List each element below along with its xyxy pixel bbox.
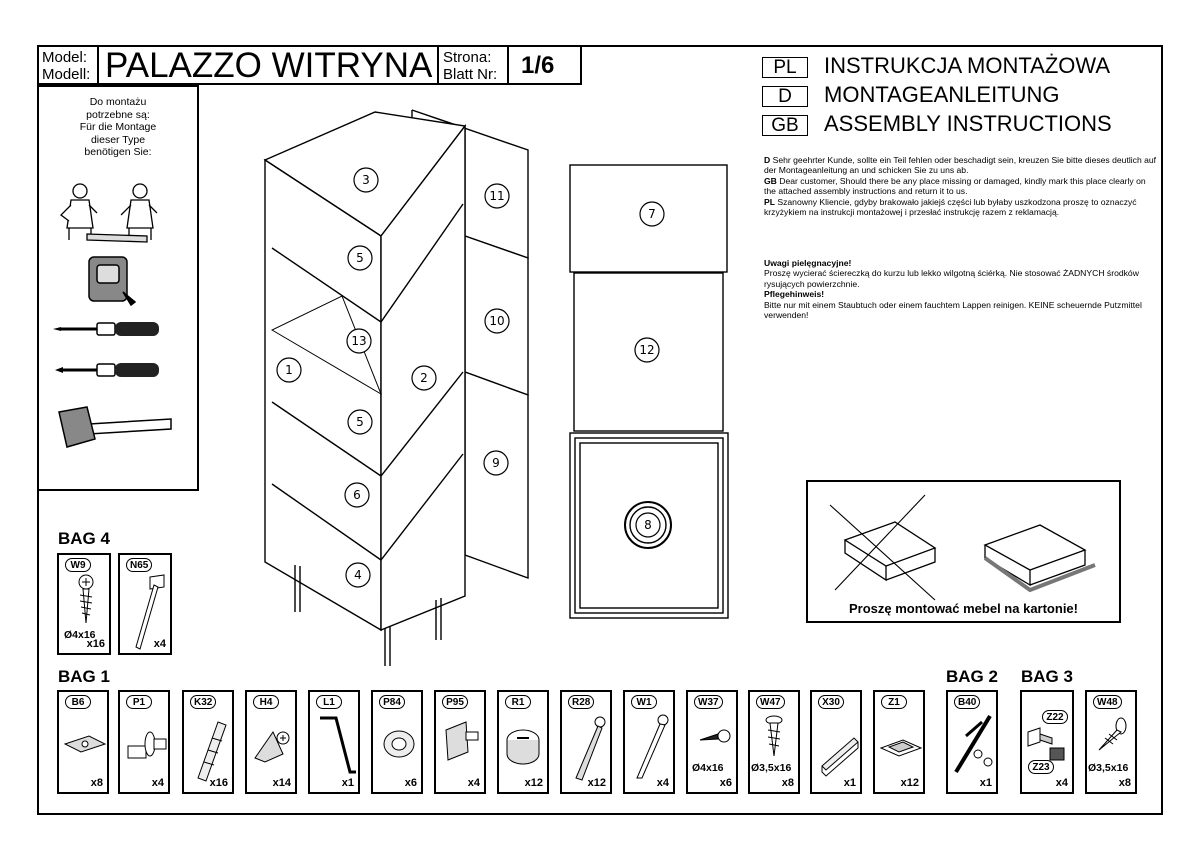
part-z23-code: Z23 (1028, 760, 1054, 774)
allen-key-icon (310, 692, 362, 796)
hinge-screw-icon (1087, 692, 1139, 796)
part-b6-code: B6 (65, 695, 91, 709)
part-b40-qty: x1 (979, 777, 992, 789)
part-z1-qty: x12 (900, 777, 919, 789)
notice-text-d: Sehr geehrter Kunde, sollte ein Teil fehlen oder beschadigt sein, kreuzen Sie bitte dieses deutlich auf der Montageanleitung an und schicken Sie zu uns ab. (764, 155, 1157, 176)
part-h4-code: H4 (253, 695, 279, 709)
panel-label-8: 8 (644, 518, 652, 532)
lang-code-d: D (762, 86, 808, 107)
part-w1 (623, 690, 675, 794)
tools-caption-line-1: Do montażu (89, 96, 147, 108)
wall-anchor-kit-icon (948, 692, 1000, 796)
plate-connector-icon (59, 692, 111, 796)
panel-label-5a: 5 (356, 251, 364, 265)
part-z1-code: Z1 (881, 695, 907, 709)
part-r28-code: R28 (568, 695, 594, 709)
part-b40 (946, 690, 998, 794)
care-title-pl: Uwagi pielęgnacyjne! (764, 258, 852, 268)
part-b6-qty: x8 (90, 777, 103, 789)
bag2-title: BAG 2 (946, 667, 998, 686)
care-title-de: Pflegehinweis! (764, 289, 825, 300)
short-screw-icon (688, 692, 740, 796)
part-r1 (497, 690, 549, 794)
page-number: 1/6 (521, 52, 555, 79)
part-k32 (182, 690, 234, 794)
notice-text-pl: Szanowny Kliencie, gdyby brakowało jakiejś części lub byłaby uszkodzona proszę to oznaczyć krzyżykiem na instrukcji montażowej i przesłać instrukcję razem z reklamacją. (764, 196, 1137, 218)
part-x30-code: X30 (818, 695, 844, 709)
panel-label-1: 1 (285, 363, 293, 377)
part-p84 (371, 690, 423, 794)
part-w9 (57, 553, 111, 655)
part-w37-qty: x6 (719, 777, 732, 789)
part-r1-code: R1 (505, 695, 531, 709)
lang-title-gb: ASSEMBLY INSTRUCTIONS (824, 111, 1112, 136)
shelf-pin-icon (120, 692, 172, 796)
part-p1-code: P1 (126, 695, 152, 709)
rail-icon (812, 692, 864, 796)
bag4-title: BAG 4 (58, 529, 110, 548)
panel-label-13: 13 (351, 334, 367, 348)
part-l1-code: L1 (316, 695, 342, 709)
panel-label-9: 9 (492, 456, 500, 470)
part-x30-qty: x1 (843, 777, 856, 789)
page-label-de: Blatt Nr: (443, 66, 498, 83)
panel-label-3: 3 (362, 173, 370, 187)
part-w9-code: W9 (65, 558, 91, 572)
part-w47 (748, 690, 800, 794)
part-k32-code: K32 (190, 695, 216, 709)
part-w48 (1085, 690, 1137, 794)
part-h4-qty: x14 (272, 777, 291, 789)
part-r28 (560, 690, 612, 794)
notice-text-gb: Dear customer, Should there be any place missing or damaged, kindly mark this place clearly on the attached assembly instructions and return it to us. (764, 175, 1146, 197)
panel-label-11: 11 (489, 189, 505, 203)
part-z22 (1020, 690, 1074, 794)
part-w9-qty: x16 (86, 638, 105, 650)
part-p95-qty: x4 (467, 777, 480, 789)
long-screw-icon (625, 692, 677, 796)
model-label-pl: Model: (42, 49, 88, 66)
part-l1 (308, 690, 360, 794)
tools-caption-line-4: dieser Type (90, 133, 146, 146)
part-w37 (686, 690, 738, 794)
panel-label-10: 10 (489, 314, 505, 328)
panel-label-5b: 5 (356, 415, 364, 429)
bag3-title: BAG 3 (1021, 667, 1073, 686)
part-n65 (118, 553, 172, 655)
notice-code-d: D (764, 155, 771, 165)
panel-label-6: 6 (353, 488, 361, 502)
part-w37-code: W37 (694, 695, 723, 709)
part-n65-qty: x4 (153, 638, 166, 650)
part-w48-spec: Ø3,5x16 (1088, 762, 1129, 774)
part-w47-code: W47 (756, 695, 785, 709)
part-w47-qty: x8 (781, 777, 794, 789)
lang-code-pl: PL (762, 57, 808, 78)
part-z1 (873, 690, 925, 794)
part-h4 (245, 690, 297, 794)
part-w37-spec: Ø4x16 (692, 762, 724, 774)
model-title: PALAZZO WITRYNA (105, 46, 433, 85)
tools-caption-line-3: Für die Montage (79, 121, 157, 133)
part-k32-qty: x16 (209, 777, 228, 789)
part-p95-code: P95 (442, 695, 468, 709)
bag1-title: BAG 1 (58, 667, 110, 686)
cap-icon (373, 692, 425, 796)
part-x30 (810, 690, 862, 794)
wood-screw-icon (750, 692, 802, 796)
part-r1-qty: x12 (524, 777, 543, 789)
panel-label-12: 12 (639, 343, 655, 357)
model-label-de: Modell: (42, 66, 91, 83)
care-text-de: Bitte nur mit einem Staubtuch oder einem fauchtem Lappen reinigen. KEINE scheuernde Putzmittel verwenden! (764, 299, 1142, 321)
part-p95 (434, 690, 486, 794)
part-p1-qty: x4 (151, 777, 164, 789)
lang-title-d: MONTAGEANLEITUNG (824, 82, 1060, 107)
care-text-pl: Proszę wycierać ściereczką do kurzu lub lekko wilgotną ściérką. Nie stosować ŻADNYCH środków rysujących powierzchnie. (764, 268, 1139, 289)
part-p84-code: P84 (379, 695, 405, 709)
part-z22-qty: x4 (1055, 777, 1068, 789)
tools-caption-line-2: potrzebne są: (86, 108, 150, 121)
lang-title-pl: INSTRUKCJA MONTAŻOWA (824, 53, 1110, 78)
part-r28-qty: x12 (587, 777, 606, 789)
part-w1-qty: x4 (656, 777, 669, 789)
lang-code-gb: GB (762, 115, 808, 136)
panel-label-7: 7 (648, 207, 656, 221)
notice-code-pl: PL (764, 196, 775, 207)
part-p84-qty: x6 (404, 777, 417, 789)
notice-code-gb: GB (764, 175, 777, 186)
part-w9-spec: Ø4x16 (64, 629, 96, 641)
part-w48-qty: x8 (1118, 777, 1131, 789)
panel-label-4: 4 (354, 568, 362, 582)
cabinet-left-side (265, 160, 381, 630)
part-b6 (57, 690, 109, 794)
carton-warning-text: Proszę montować mebel na kartonie! (848, 601, 1078, 616)
part-p1 (118, 690, 170, 794)
part-w47-spec: Ø3,5x16 (751, 762, 792, 774)
part-w48-code: W48 (1093, 695, 1122, 709)
part-w1-code: W1 (631, 695, 657, 709)
page-label-pl: Strona: (443, 49, 492, 66)
part-l1-qty: x1 (341, 777, 354, 789)
part-b40-code: B40 (954, 695, 980, 709)
tools-caption-line-5: benötigen Sie: (84, 146, 152, 158)
part-n65-code: N65 (126, 558, 152, 572)
part-z22-code: Z22 (1042, 710, 1068, 724)
shelf-support-icon (436, 692, 488, 796)
panel-label-2: 2 (420, 371, 428, 385)
